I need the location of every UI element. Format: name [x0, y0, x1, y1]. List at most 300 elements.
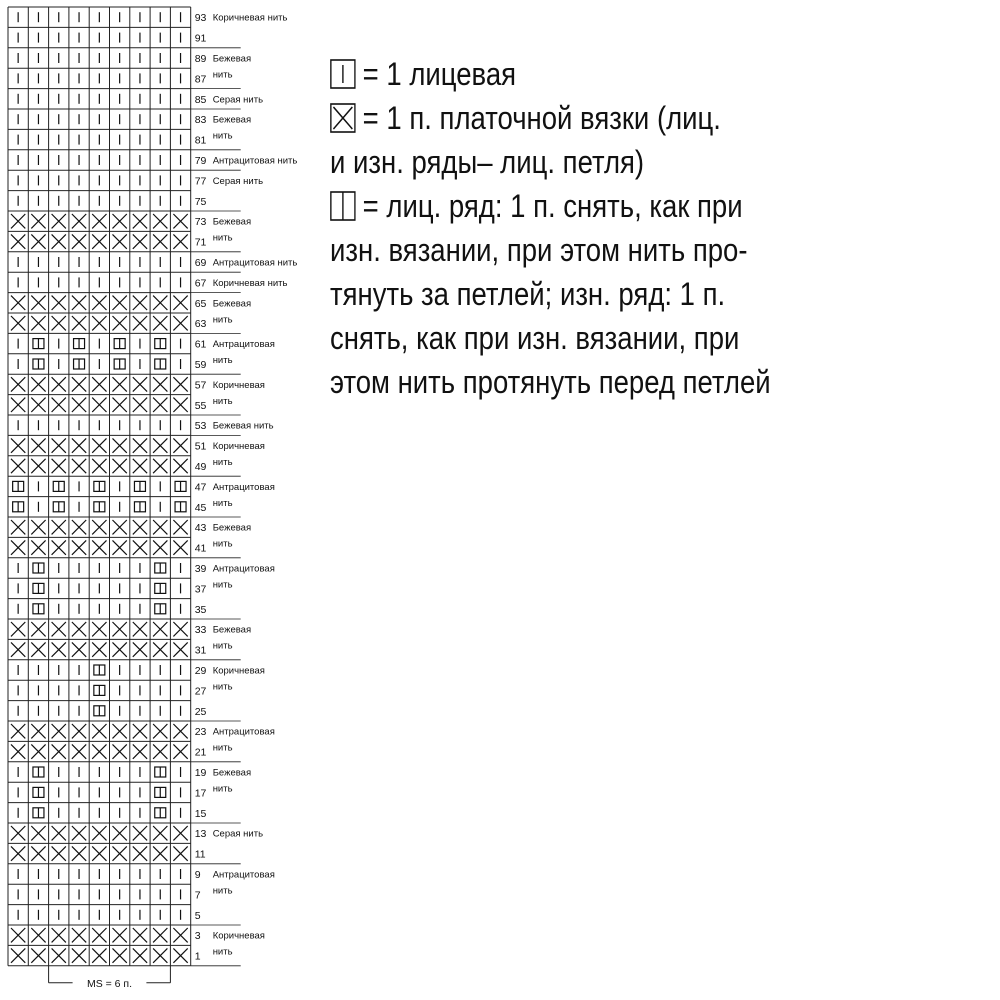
row-number: 61: [194, 338, 207, 351]
garter-stitch-mark: [72, 540, 86, 554]
row-color-label: Антрацитовая: [212, 339, 275, 351]
row-color-label: Серая нить: [212, 175, 264, 187]
garter-stitch-mark: [173, 438, 187, 452]
garter-stitch-mark: [113, 724, 127, 738]
garter-stitch-mark: [52, 622, 66, 636]
garter-stitch-mark: [173, 744, 187, 758]
garter-stitch-mark: [113, 214, 127, 228]
garter-stitch-mark: [31, 296, 45, 310]
garter-stitch-mark: [113, 377, 127, 391]
chart-row: [11, 846, 188, 860]
slip-stitch-mark: [134, 502, 145, 512]
row-number: 15: [194, 807, 207, 820]
garter-stitch-mark: [52, 296, 66, 310]
slip-stitch-mark: [33, 583, 44, 593]
garter-stitch-mark: [173, 459, 187, 473]
chart-row: [11, 928, 188, 942]
chart-row: [18, 155, 180, 165]
chart-row: [11, 459, 188, 473]
row-color-label: Коричневая: [212, 930, 265, 942]
row-color-label: Коричневая: [212, 441, 265, 453]
garter-stitch-mark: [113, 296, 127, 310]
garter-stitch-mark: [133, 846, 147, 860]
garter-stitch-mark: [92, 377, 106, 391]
garter-stitch-mark: [52, 438, 66, 452]
slip-stitch-mark: [155, 359, 166, 369]
slip-stitch-mark: [155, 767, 166, 777]
row-color-label: нить: [212, 69, 233, 81]
garter-stitch-mark: [133, 520, 147, 534]
garter-stitch-mark: [153, 459, 167, 473]
garter-stitch-mark: [153, 622, 167, 636]
garter-stitch-mark: [153, 928, 167, 942]
slip-stitch-mark: [114, 339, 125, 349]
row-number: 23: [194, 726, 207, 739]
row-color-label: нить: [212, 395, 233, 407]
garter-stitch-mark: [92, 459, 106, 473]
row-color-label: нить: [212, 497, 233, 509]
garter-stitch-mark: [173, 928, 187, 942]
slip-stitch-mark: [155, 604, 166, 614]
chart-row: [11, 642, 188, 656]
row-number: 27: [194, 685, 207, 698]
chart-row: [11, 377, 188, 391]
garter-stitch-mark: [31, 642, 45, 656]
row-number: 11: [194, 848, 206, 861]
chart-row: [18, 339, 180, 349]
row-number: 83: [194, 114, 207, 127]
row-color-label: Бежевая: [212, 216, 252, 228]
garter-stitch-mark: [153, 540, 167, 554]
chart-row: [18, 12, 180, 22]
garter-stitch-mark: [31, 398, 45, 412]
repeat-label: MS = 6 п.: [86, 977, 133, 990]
slip-stitch-mark: [74, 339, 85, 349]
row-number: 19: [194, 767, 207, 779]
chart-row: [18, 73, 180, 83]
row-color-label: нить: [212, 885, 233, 897]
slip-stitch-mark: [155, 808, 166, 818]
chart-row: [18, 359, 180, 369]
garter-stitch-mark: [153, 398, 167, 412]
garter-stitch-mark: [11, 214, 25, 228]
garter-stitch-mark: [153, 846, 167, 860]
garter-stitch-mark: [52, 377, 66, 391]
slip-stitch-mark: [94, 665, 105, 675]
garter-stitch-mark: [11, 316, 25, 330]
garter-stitch-mark: [52, 642, 66, 656]
garter-stitch-mark: [72, 520, 86, 534]
slip-stitch-mark: [155, 583, 166, 593]
slip-stitch-mark: [134, 481, 145, 491]
garter-stitch-mark: [72, 622, 86, 636]
row-color-label: Бежевая: [212, 624, 252, 636]
garter-stitch-mark: [153, 234, 167, 248]
chart-row: [18, 869, 180, 879]
garter-stitch-mark: [113, 622, 127, 636]
row-number: 81: [194, 134, 207, 147]
row-color-label: Коричневая нить: [212, 277, 288, 289]
slip-stitch-mark: [155, 787, 166, 797]
garter-stitch-mark: [133, 622, 147, 636]
row-number: 37: [194, 583, 207, 596]
chart-row: [18, 563, 180, 573]
garter-stitch-mark: [92, 398, 106, 412]
garter-stitch-mark: [92, 520, 106, 534]
garter-stitch-mark: [72, 642, 86, 656]
row-number: 89: [194, 53, 207, 65]
garter-stitch-mark: [133, 377, 147, 391]
garter-stitch-mark: [153, 744, 167, 758]
legend-slip-line-2: изн. вязании, при этом нить про-: [330, 232, 748, 268]
garter-stitch-mark: [173, 540, 187, 554]
garter-stitch-mark: [133, 234, 147, 248]
row-color-label: нить: [212, 457, 233, 469]
chart-row: [18, 787, 180, 797]
garter-stitch-mark: [133, 928, 147, 942]
slip-stitch-mark: [53, 481, 64, 491]
garter-stitch-mark: [173, 377, 187, 391]
garter-stitch-mark: [153, 296, 167, 310]
slip-stitch-mark: [94, 685, 105, 695]
chart-row: [18, 910, 180, 920]
row-number: 79: [194, 155, 207, 167]
garter-stitch-mark: [92, 438, 106, 452]
garter-stitch-mark: [92, 296, 106, 310]
garter-stitch-mark: [11, 296, 25, 310]
row-number: 47: [194, 481, 207, 494]
chart-row: [11, 438, 188, 452]
chart-row: [11, 724, 188, 738]
chart-row: [11, 316, 188, 330]
chart-row: [11, 744, 188, 758]
chart-row: [13, 502, 186, 512]
garter-stitch-mark: [173, 296, 187, 310]
garter-stitch-mark: [72, 234, 86, 248]
row-number: 67: [194, 277, 207, 290]
garter-stitch-mark: [11, 520, 25, 534]
row-number: 63: [194, 318, 207, 331]
chart-row: [11, 520, 188, 534]
row-color-label: Антрацитовая: [212, 563, 275, 575]
garter-stitch-mark: [11, 724, 25, 738]
chart-row: [18, 583, 180, 593]
garter-stitch-mark: [52, 316, 66, 330]
slip-stitch-mark: [13, 481, 24, 491]
row-color-label: нить: [212, 783, 233, 795]
row-number: 1: [194, 950, 201, 963]
row-number: 17: [194, 787, 207, 800]
row-number: 13: [194, 828, 207, 841]
slip-stitch-mark: [94, 706, 105, 716]
garter-stitch-mark: [31, 214, 45, 228]
garter-stitch-mark: [31, 520, 45, 534]
row-color-label: Антрацитовая: [212, 481, 275, 493]
garter-stitch-mark: [173, 316, 187, 330]
garter-stitch-mark: [72, 928, 86, 942]
row-color-label: нить: [212, 946, 233, 958]
garter-stitch-mark: [11, 622, 25, 636]
garter-stitch-mark: [31, 744, 45, 758]
garter-stitch-mark: [31, 846, 45, 860]
garter-stitch-mark: [113, 234, 127, 248]
garter-stitch-mark: [52, 744, 66, 758]
garter-stitch-mark: [31, 234, 45, 248]
row-color-label: нить: [212, 355, 233, 367]
row-number: 85: [194, 93, 207, 106]
garter-stitch-mark: [11, 846, 25, 860]
knitting-chart: [0, 0, 330, 1000]
garter-stitch-mark: [92, 316, 106, 330]
slip-stitch-mark: [33, 563, 44, 573]
garter-stitch-mark: [133, 316, 147, 330]
row-color-label: нить: [212, 314, 233, 326]
garter-stitch-mark: [133, 642, 147, 656]
garter-stitch-mark: [113, 398, 127, 412]
legend-slip-line-1: = лиц. ряд: 1 п. снять, как при: [362, 188, 743, 224]
chart-row: [11, 826, 188, 840]
garter-stitch-mark: [52, 540, 66, 554]
garter-stitch-mark: [72, 744, 86, 758]
slip-stitch-mark: [33, 339, 44, 349]
garter-stitch-mark: [52, 724, 66, 738]
garter-stitch-mark: [153, 724, 167, 738]
row-number: 93: [194, 12, 207, 25]
garter-stitch-mark: [52, 826, 66, 840]
garter-stitch-mark: [173, 214, 187, 228]
garter-stitch-mark: [153, 948, 167, 962]
row-number: 7: [194, 889, 201, 902]
chart-row: [11, 214, 188, 228]
row-color-label: Антрацитовая нить: [212, 257, 298, 269]
row-color-label: Серая нить: [212, 94, 264, 106]
row-number: 71: [194, 236, 207, 249]
row-color-label: Коричневая: [212, 379, 265, 391]
garter-stitch-mark: [31, 948, 45, 962]
garter-stitch-mark: [173, 948, 187, 962]
garter-stitch-mark: [133, 948, 147, 962]
legend-slip: [330, 184, 898, 228]
slip-stitch-mark: [175, 502, 186, 512]
garter-stitch-mark: [133, 296, 147, 310]
garter-stitch-mark: [113, 438, 127, 452]
garter-stitch-mark: [133, 826, 147, 840]
garter-stitch-mark: [11, 438, 25, 452]
row-number: 69: [194, 257, 207, 269]
garter-stitch-mark: [173, 234, 187, 248]
garter-stitch-mark: [11, 948, 25, 962]
row-number: 73: [194, 216, 207, 229]
chart-row: [18, 175, 180, 185]
garter-stitch-mark: [72, 948, 86, 962]
slip-stitch-mark: [33, 787, 44, 797]
slip-symbol-icon: [330, 191, 356, 221]
chart-row: [18, 808, 180, 818]
garter-stitch-mark: [133, 459, 147, 473]
row-number: 43: [194, 522, 207, 535]
row-color-label: нить: [212, 130, 233, 142]
row-color-label: Бежевая: [212, 298, 252, 310]
garter-stitch-mark: [52, 459, 66, 473]
garter-stitch-mark: [11, 377, 25, 391]
garter-stitch-mark: [133, 438, 147, 452]
garter-stitch-mark: [113, 520, 127, 534]
legend-slip-line-3: тянуть за петлей; изн. ряд: 1 п.: [330, 276, 726, 312]
garter-stitch-mark: [92, 622, 106, 636]
garter-stitch-mark: [113, 826, 127, 840]
garter-stitch-mark: [173, 724, 187, 738]
chart-row: [11, 540, 188, 554]
row-number: 59: [194, 359, 207, 371]
garter-stitch-mark: [52, 928, 66, 942]
chart-row: [11, 948, 188, 962]
garter-stitch-mark: [11, 459, 25, 473]
row-color-label: нить: [212, 232, 233, 244]
chart-row: [18, 277, 180, 287]
garter-stitch-mark: [153, 520, 167, 534]
chart-row: [11, 398, 188, 412]
chart-row: [11, 296, 188, 310]
garter-stitch-mark: [113, 846, 127, 860]
legend-slip-line-4: снять, как при изн. вязании, при: [330, 320, 740, 356]
slip-stitch-mark: [53, 502, 64, 512]
garter-stitch-mark: [153, 316, 167, 330]
row-color-label: Бежевая: [212, 53, 252, 65]
row-number: 3: [194, 930, 201, 943]
row-number: 57: [194, 379, 207, 392]
garter-stitch-mark: [72, 846, 86, 860]
garter-stitch-mark: [52, 234, 66, 248]
garter-stitch-mark: [72, 438, 86, 452]
row-number: 49: [194, 461, 207, 473]
slip-stitch-mark: [94, 481, 105, 491]
slip-stitch-mark: [155, 339, 166, 349]
chart-row: [18, 94, 180, 104]
row-color-label: нить: [212, 579, 233, 591]
row-color-label: Коричневая нить: [212, 12, 288, 24]
row-number: 29: [194, 665, 207, 677]
garter-stitch-mark: [52, 846, 66, 860]
garter-stitch-mark: [31, 928, 45, 942]
garter-stitch-mark: [11, 744, 25, 758]
legend-garter-line-2: и изн. ряды– лиц. петля): [330, 144, 645, 180]
chart-row: [18, 889, 180, 899]
garter-stitch-mark: [133, 744, 147, 758]
row-number: 51: [194, 440, 207, 453]
row-color-label: Антрацитовая нить: [212, 155, 298, 167]
garter-stitch-mark: [31, 438, 45, 452]
slip-stitch-mark: [13, 502, 24, 512]
garter-stitch-mark: [113, 948, 127, 962]
chart-row: [18, 685, 180, 695]
legend-knit: [330, 52, 898, 96]
garter-stitch-mark: [92, 724, 106, 738]
row-number: 55: [194, 399, 207, 412]
garter-symbol-icon: [330, 103, 356, 133]
chart-row: [11, 234, 188, 248]
garter-stitch-mark: [31, 826, 45, 840]
row-number: 41: [194, 542, 207, 555]
garter-stitch-mark: [92, 826, 106, 840]
row-number: 35: [194, 603, 207, 616]
garter-stitch-mark: [92, 928, 106, 942]
knit-symbol-icon: [330, 59, 356, 89]
garter-stitch-mark: [113, 459, 127, 473]
chart-row: [18, 196, 180, 206]
garter-stitch-mark: [173, 398, 187, 412]
garter-stitch-mark: [52, 214, 66, 228]
chart-row: [18, 604, 180, 614]
row-color-label: Бежевая нить: [212, 420, 274, 432]
garter-stitch-mark: [153, 214, 167, 228]
garter-stitch-mark: [72, 398, 86, 412]
chart-row: [18, 53, 180, 63]
row-number: 77: [194, 175, 207, 188]
row-number: 25: [194, 705, 207, 718]
garter-stitch-mark: [31, 459, 45, 473]
chart-row: [18, 33, 180, 43]
garter-stitch-mark: [72, 826, 86, 840]
garter-stitch-mark: [31, 377, 45, 391]
chart-row: [18, 767, 180, 777]
legend: [330, 52, 898, 404]
garter-stitch-mark: [92, 744, 106, 758]
garter-stitch-mark: [72, 296, 86, 310]
garter-stitch-mark: [113, 642, 127, 656]
row-color-label: нить: [212, 640, 233, 652]
row-color-label: нить: [212, 538, 233, 550]
row-number: 21: [194, 746, 207, 759]
row-color-label: Бежевая: [212, 114, 252, 126]
legend-garter: [330, 96, 898, 140]
garter-stitch-mark: [92, 540, 106, 554]
garter-stitch-mark: [72, 214, 86, 228]
row-color-label: Антрацитовая: [212, 869, 275, 881]
row-number: 45: [194, 501, 207, 514]
garter-stitch-mark: [11, 398, 25, 412]
garter-stitch-mark: [173, 846, 187, 860]
row-number: 91: [194, 32, 207, 45]
row-number: 75: [194, 195, 207, 208]
slip-stitch-mark: [175, 481, 186, 491]
garter-stitch-mark: [92, 642, 106, 656]
garter-stitch-mark: [31, 316, 45, 330]
garter-stitch-mark: [173, 520, 187, 534]
row-color-label: Коричневая: [212, 665, 265, 677]
row-color-label: Серая нить: [212, 828, 264, 840]
chart-row: [18, 257, 180, 267]
garter-stitch-mark: [173, 622, 187, 636]
row-number: 33: [194, 624, 207, 637]
garter-stitch-mark: [113, 540, 127, 554]
slip-stitch-mark: [33, 359, 44, 369]
garter-stitch-mark: [173, 826, 187, 840]
garter-stitch-mark: [133, 724, 147, 738]
garter-stitch-mark: [52, 398, 66, 412]
slip-stitch-mark: [74, 359, 85, 369]
row-number: 39: [194, 563, 207, 575]
garter-stitch-mark: [153, 438, 167, 452]
garter-stitch-mark: [11, 234, 25, 248]
row-color-label: Бежевая: [212, 767, 252, 779]
garter-stitch-mark: [133, 214, 147, 228]
legend-slip-line-5: этом нить протянуть перед петлей: [330, 364, 771, 400]
slip-stitch-mark: [94, 502, 105, 512]
slip-stitch-mark: [155, 563, 166, 573]
row-number: 87: [194, 73, 207, 86]
garter-stitch-mark: [72, 316, 86, 330]
garter-stitch-mark: [31, 724, 45, 738]
